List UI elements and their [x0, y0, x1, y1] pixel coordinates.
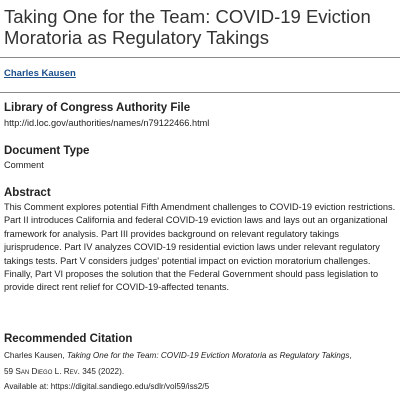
citation-title: Taking One for the Team: COVID-19 Eviction Moratoria as Regulatory Takings: [66, 351, 350, 360]
citation-separator: ,: [349, 351, 352, 360]
recommended-citation: [4, 348, 396, 395]
citation-pages-year: 345 (2022).: [82, 366, 125, 376]
loc-authority-url: http://id.loc.gov/authorities/names/n79122466.html: [4, 118, 210, 128]
loc-authority-heading: Library of Congress Authority File: [4, 102, 191, 114]
available-at-url: https://digital.sandiego.edu/sdlr/vol59/iss2/5: [50, 382, 210, 391]
citation-volume: 59: [4, 366, 14, 376]
citation-journal: San Diego L. Rev.: [15, 366, 80, 376]
citation-author: Charles Kausen: [4, 351, 63, 360]
abstract-heading: Abstract: [4, 187, 51, 199]
author-link[interactable]: Charles Kausen: [4, 68, 76, 79]
document-type-value: Comment: [4, 160, 44, 170]
recommended-citation-heading: Recommended Citation: [4, 333, 133, 345]
article-title: Taking One for the Team: COVID-19 Eviction Moratoria as Regulatory Takings: [4, 6, 371, 48]
citation-separator: ,: [62, 351, 67, 360]
abstract-text: This Comment explores potential Fifth Amendment challenges to COVID-19 eviction restrictions. Part II introduces California and federal COVID-19 eviction laws and lays out an organizational framework for analysis. Part III provides background on relevant regulatory takings jurisprudence. Part IV analyzes COVID-19 residential eviction laws under relevant regulatory takings tests. Part V considers judges' potential impact on eviction moratorium challenges. Finally, Part VI proposes the solution that the Federal Government should pass legislation to provide direct rent relief for COVID-19-affected tenants.: [4, 202, 396, 293]
divider: [0, 57, 400, 58]
divider: [0, 92, 400, 93]
available-at-label: Available at:: [4, 382, 49, 391]
document-type-heading: Document Type: [4, 145, 90, 157]
